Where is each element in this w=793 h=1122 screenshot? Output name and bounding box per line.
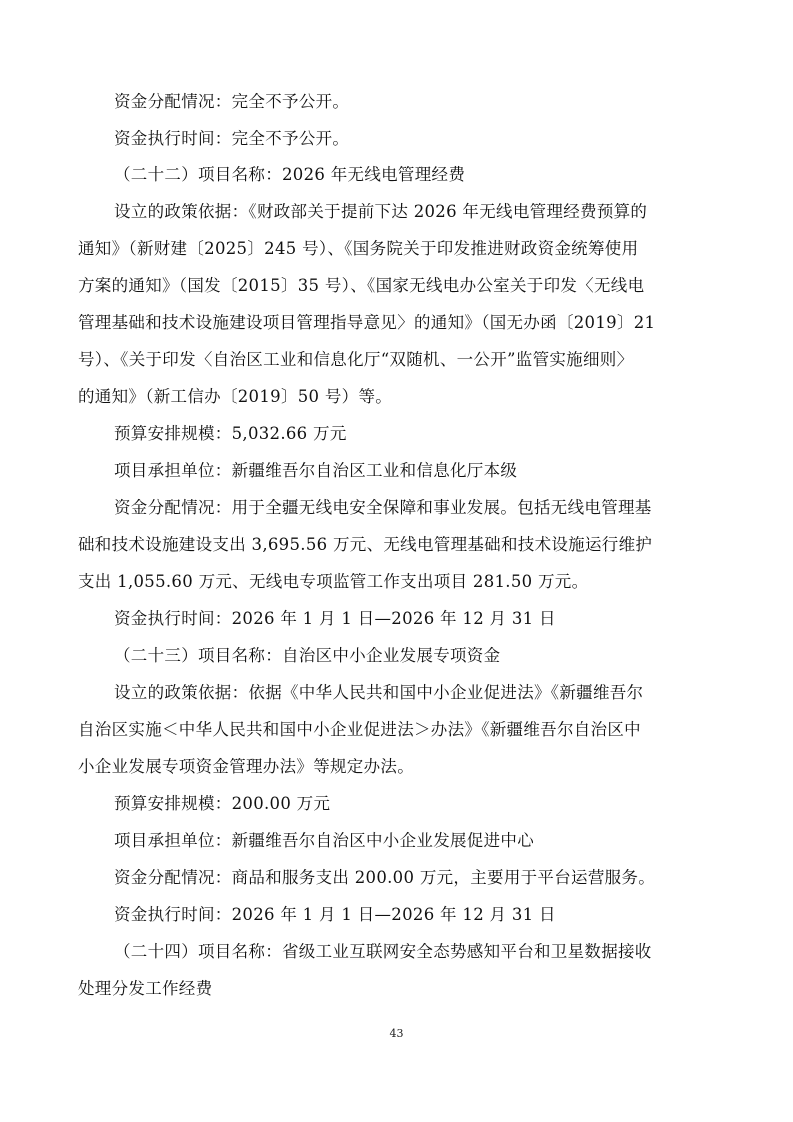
paragraph-line: 处理分发工作经费 xyxy=(78,979,213,998)
paragraph-line: 资金执行时间：2026 年 1 月 1 日—2026 年 12 月 31 日 xyxy=(114,905,556,924)
paragraph-line: 项目承担单位：新疆维吾尔自治区中小企业发展促进中心 xyxy=(114,831,534,850)
paragraph-line: 通知》（新财建〔2025〕245 号）、《国务院关于印发推进财政资金统筹使用 xyxy=(78,239,639,258)
paragraph-line: 自治区实施＜中华人民共和国中小企业促进法＞办法》《新疆维吾尔自治区中 xyxy=(78,720,641,739)
section-heading-24: （二十四）项目名称：省级工业互联网安全态势感知平台和卫星数据接收 xyxy=(114,942,652,961)
section-heading-22: （二十二）项目名称：2026 年无线电管理经费 xyxy=(114,165,466,184)
paragraph-line: 方案的通知》（国发〔2015〕35 号）、《国家无线电办公室关于印发〈无线电 xyxy=(78,276,645,295)
page-number: 43 xyxy=(389,1027,404,1040)
paragraph-line: 设立的政策依据：依据《中华人民共和国中小企业促进法》《新疆维吾尔 xyxy=(114,683,644,702)
paragraph-line: 础和技术设施建设支出 3,695.56 万元、无线电管理基础和技术设施运行维护 xyxy=(78,535,653,554)
paragraph-line: 资金执行时间：完全不予公开。 xyxy=(114,129,350,148)
paragraph-line: 的通知》（新工信办〔2019〕50 号）等。 xyxy=(78,387,393,406)
paragraph-line: 号）、《关于印发〈自治区工业和信息化厅“双随机、一公开”监管实施细则〉 xyxy=(78,350,634,369)
paragraph-line: 项目承担单位：新疆维吾尔自治区工业和信息化厅本级 xyxy=(114,461,518,480)
paragraph-line: 设立的政策依据：《财政部关于提前下达 2026 年无线电管理经费预算的 xyxy=(114,202,648,221)
paragraph-line: 管理基础和技术设施建设项目管理指导意见〉的通知》（国无办函〔2019〕21 xyxy=(78,313,656,332)
paragraph-line: 小企业发展专项资金管理办法》等规定办法。 xyxy=(78,757,414,776)
paragraph-line: 资金分配情况：完全不予公开。 xyxy=(114,92,350,111)
paragraph-line: 资金执行时间：2026 年 1 月 1 日—2026 年 12 月 31 日 xyxy=(114,609,556,628)
paragraph-line: 预算安排规模：5,032.66 万元 xyxy=(114,424,347,443)
section-heading-23: （二十三）项目名称：自治区中小企业发展专项资金 xyxy=(114,646,501,665)
paragraph-line: 预算安排规模：200.00 万元 xyxy=(114,794,331,813)
paragraph-line: 支出 1,055.60 万元、无线电专项监管工作支出项目 281.50 万元。 xyxy=(78,572,589,591)
paragraph-line: 资金分配情况：商品和服务支出 200.00 万元，主要用于平台运营服务。 xyxy=(114,868,656,887)
paragraph-line: 资金分配情况：用于全疆无线电安全保障和事业发展。包括无线电管理基 xyxy=(114,498,652,517)
